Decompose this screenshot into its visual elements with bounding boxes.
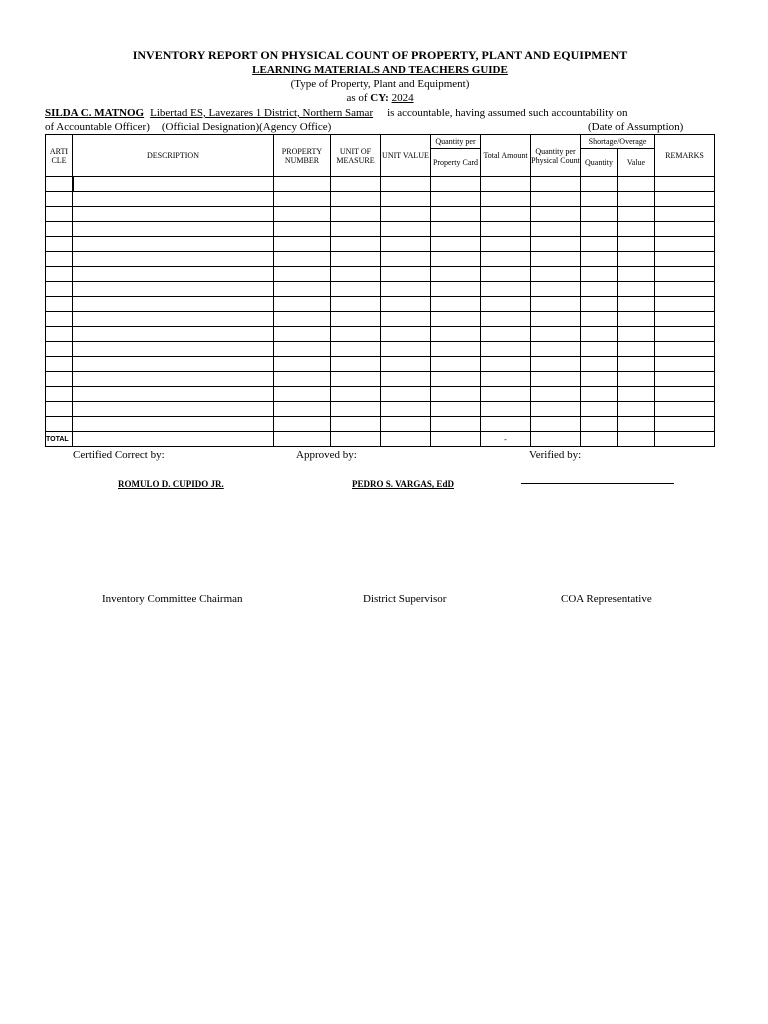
table-cell[interactable]	[274, 207, 331, 222]
table-cell[interactable]	[46, 192, 73, 207]
table-cell[interactable]	[46, 387, 73, 402]
table-row	[46, 417, 715, 432]
table-cell[interactable]	[331, 357, 381, 372]
table-cell[interactable]	[274, 237, 331, 252]
table-cell[interactable]	[531, 207, 581, 222]
total-cell	[581, 432, 618, 447]
table-cell[interactable]	[481, 267, 531, 282]
table-cell[interactable]	[73, 192, 274, 207]
table-cell[interactable]	[618, 222, 655, 237]
table-cell[interactable]	[73, 312, 274, 327]
table-cell[interactable]	[274, 327, 331, 342]
table-cell[interactable]	[331, 297, 381, 312]
table-row	[46, 177, 715, 192]
col-remarks: REMARKS	[655, 135, 715, 177]
table-cell[interactable]	[481, 282, 531, 297]
table-cell[interactable]	[46, 402, 73, 417]
table-row	[46, 357, 715, 372]
table-cell[interactable]	[381, 282, 431, 297]
table-cell[interactable]	[381, 237, 431, 252]
table-cell[interactable]	[481, 222, 531, 237]
table-cell[interactable]	[431, 282, 481, 297]
total-cell	[655, 432, 715, 447]
table-cell[interactable]	[73, 342, 274, 357]
table-cell[interactable]	[381, 372, 431, 387]
table-cell[interactable]	[381, 387, 431, 402]
table-cell[interactable]	[655, 207, 715, 222]
table-cell[interactable]	[581, 402, 618, 417]
cy-label: CY:	[370, 92, 389, 104]
table-cell[interactable]	[481, 342, 531, 357]
table-cell[interactable]	[581, 357, 618, 372]
table-cell[interactable]	[531, 402, 581, 417]
table-cell[interactable]	[655, 387, 715, 402]
table-cell[interactable]	[581, 177, 618, 192]
table-cell[interactable]	[581, 372, 618, 387]
table-cell[interactable]	[73, 252, 274, 267]
table-cell[interactable]	[581, 417, 618, 432]
table-cell[interactable]	[531, 372, 581, 387]
table-cell[interactable]	[655, 267, 715, 282]
table-cell[interactable]	[481, 177, 531, 192]
table-cell[interactable]	[381, 297, 431, 312]
chairman-name: ROMULO D. CUPIDO JR.	[118, 479, 224, 489]
table-row	[46, 372, 715, 387]
table-cell[interactable]	[73, 327, 274, 342]
supervisor-role: District Supervisor	[363, 593, 447, 605]
table-cell[interactable]	[655, 297, 715, 312]
table-cell[interactable]	[274, 192, 331, 207]
table-cell[interactable]	[531, 312, 581, 327]
table-cell[interactable]	[655, 222, 715, 237]
table-row	[46, 312, 715, 327]
table-cell[interactable]	[73, 282, 274, 297]
supervisor-name: PEDRO S. VARGAS, EdD	[352, 479, 454, 489]
table-cell[interactable]	[73, 267, 274, 282]
table-cell[interactable]	[431, 237, 481, 252]
col-shortage-overage: Shortage/Overage	[581, 135, 655, 149]
table-cell[interactable]	[46, 297, 73, 312]
table-cell[interactable]	[46, 357, 73, 372]
table-cell[interactable]	[73, 372, 274, 387]
table-cell[interactable]	[655, 372, 715, 387]
table-cell[interactable]	[481, 237, 531, 252]
table-cell[interactable]	[431, 267, 481, 282]
table-cell[interactable]	[274, 177, 331, 192]
table-cell[interactable]	[618, 342, 655, 357]
table-cell[interactable]	[618, 282, 655, 297]
table-cell[interactable]	[481, 192, 531, 207]
table-cell[interactable]	[381, 177, 431, 192]
table-cell[interactable]	[618, 417, 655, 432]
table-cell[interactable]	[381, 402, 431, 417]
table-cell[interactable]	[531, 222, 581, 237]
table-cell[interactable]	[531, 327, 581, 342]
table-cell[interactable]	[481, 297, 531, 312]
inventory-table	[45, 134, 715, 447]
table-cell[interactable]	[581, 327, 618, 342]
table-cell[interactable]	[46, 177, 73, 192]
total-label: TOTAL	[46, 432, 73, 447]
table-cell[interactable]	[331, 252, 381, 267]
table-cell[interactable]	[274, 402, 331, 417]
type-caption: (Type of Property, Plant and Equipment)	[290, 78, 470, 90]
table-cell[interactable]	[581, 312, 618, 327]
table-cell[interactable]	[73, 207, 274, 222]
table-cell[interactable]	[481, 372, 531, 387]
table-cell[interactable]	[431, 297, 481, 312]
table-cell[interactable]	[381, 342, 431, 357]
col-article: ARTI CLE	[46, 135, 73, 177]
table-cell[interactable]	[46, 207, 73, 222]
col-total-amount: Total Amount	[481, 135, 531, 177]
table-cell[interactable]	[274, 357, 331, 372]
total-cell	[618, 432, 655, 447]
table-cell[interactable]	[618, 192, 655, 207]
table-cell[interactable]	[46, 237, 73, 252]
table-cell[interactable]	[618, 327, 655, 342]
col-unit-of-measure: UNIT OF MEASURE	[331, 135, 381, 177]
total-cell	[274, 432, 331, 447]
table-cell[interactable]	[431, 402, 481, 417]
coa-signature-line	[521, 483, 674, 484]
table-cell[interactable]	[73, 222, 274, 237]
table-cell[interactable]	[274, 312, 331, 327]
table-cell[interactable]	[531, 237, 581, 252]
coa-role: COA Representative	[561, 593, 652, 605]
table-cell[interactable]	[331, 267, 381, 282]
table-cell[interactable]	[431, 342, 481, 357]
caption-line	[45, 121, 331, 133]
accountability-statement: is accountable, having assumed such accountability on	[387, 107, 628, 119]
table-cell[interactable]	[581, 387, 618, 402]
table-cell[interactable]	[46, 267, 73, 282]
table-cell[interactable]	[46, 417, 73, 432]
table-cell[interactable]	[481, 387, 531, 402]
table-cell[interactable]	[481, 312, 531, 327]
table-cell[interactable]	[274, 267, 331, 282]
table-cell[interactable]	[581, 297, 618, 312]
total-cell	[331, 432, 381, 447]
table-cell[interactable]	[618, 237, 655, 252]
calendar-year: 2024	[391, 92, 414, 104]
table-cell[interactable]	[618, 312, 655, 327]
table-row	[46, 297, 715, 312]
table-cell[interactable]	[274, 222, 331, 237]
table-cell[interactable]	[618, 297, 655, 312]
table-cell[interactable]	[618, 387, 655, 402]
table-cell[interactable]	[481, 357, 531, 372]
approved-by-label: Approved by:	[296, 449, 357, 461]
table-cell[interactable]	[655, 342, 715, 357]
table-cell[interactable]	[531, 342, 581, 357]
designation-caption: (Official Designation)(Agency Office)	[161, 121, 332, 133]
table-cell[interactable]	[381, 357, 431, 372]
table-cell[interactable]	[46, 372, 73, 387]
table-cell[interactable]	[581, 222, 618, 237]
table-cell[interactable]	[381, 207, 431, 222]
table-cell[interactable]	[431, 192, 481, 207]
col-qty-property-card: Quantity per	[431, 135, 481, 149]
table-cell[interactable]	[274, 342, 331, 357]
col-property-number: PROPERTY NUMBER	[274, 135, 331, 177]
total-cell	[531, 432, 581, 447]
table-row	[46, 252, 715, 267]
table-cell[interactable]	[481, 252, 531, 267]
table-row	[46, 237, 715, 252]
col-description: DESCRIPTION	[73, 135, 274, 177]
total-cell	[431, 432, 481, 447]
table-cell[interactable]	[655, 357, 715, 372]
table-cell[interactable]	[655, 282, 715, 297]
table-cell[interactable]	[431, 327, 481, 342]
date-of-assumption-caption: (Date of Assumption)	[588, 121, 684, 133]
report-title: INVENTORY REPORT ON PHYSICAL COUNT OF PROPERTY, PLANT AND EQUIPMENT	[132, 48, 628, 62]
table-cell[interactable]	[274, 417, 331, 432]
table-cell[interactable]	[46, 312, 73, 327]
table-row	[46, 342, 715, 357]
table-cell[interactable]	[73, 297, 274, 312]
table-cell[interactable]	[581, 207, 618, 222]
table-cell[interactable]	[531, 417, 581, 432]
table-cell[interactable]	[581, 252, 618, 267]
as-of-label: as of	[346, 92, 368, 104]
table-cell[interactable]	[618, 252, 655, 267]
table-cell[interactable]	[655, 312, 715, 327]
table-cell[interactable]	[618, 177, 655, 192]
table-cell[interactable]	[46, 327, 73, 342]
table-row	[46, 387, 715, 402]
table-cell[interactable]	[381, 222, 431, 237]
table-cell[interactable]	[581, 192, 618, 207]
total-cell	[73, 432, 274, 447]
table-cell[interactable]	[73, 357, 274, 372]
table-cell[interactable]	[274, 372, 331, 387]
table-cell[interactable]	[655, 327, 715, 342]
table-cell[interactable]	[581, 237, 618, 252]
table-cell[interactable]	[431, 372, 481, 387]
col-shortage-quantity: Quantity	[581, 149, 618, 177]
table-cell[interactable]	[381, 252, 431, 267]
table-cell[interactable]	[655, 417, 715, 432]
table-cell[interactable]	[531, 357, 581, 372]
agency-office: Libertad ES, Lavezares 1 District, Northern Samar	[150, 107, 374, 119]
table-row	[46, 207, 715, 222]
as-of-line	[0, 92, 760, 104]
table-cell[interactable]	[73, 237, 274, 252]
table-cell[interactable]	[531, 387, 581, 402]
table-cell[interactable]	[331, 192, 381, 207]
total-row	[46, 432, 715, 447]
table-cell[interactable]	[331, 207, 381, 222]
total-amount-value: -	[481, 432, 531, 447]
table-cell[interactable]	[531, 282, 581, 297]
officer-caption: of Accountable Officer)	[45, 121, 150, 133]
table-cell[interactable]	[331, 237, 381, 252]
table-cell[interactable]	[46, 282, 73, 297]
table-cell[interactable]	[331, 417, 381, 432]
col-shortage-value: Value	[618, 149, 655, 177]
certified-correct-label: Certified Correct by:	[73, 449, 165, 461]
table-cell[interactable]	[581, 282, 618, 297]
table-row	[46, 402, 715, 417]
officer-name: SILDA C. MATNOG	[45, 107, 145, 119]
table-cell[interactable]	[73, 387, 274, 402]
table-cell[interactable]	[655, 252, 715, 267]
table-cell[interactable]	[481, 417, 531, 432]
table-row	[46, 282, 715, 297]
table-cell[interactable]	[46, 252, 73, 267]
total-cell	[381, 432, 431, 447]
chairman-role: Inventory Committee Chairman	[102, 593, 243, 605]
table-cell[interactable]	[331, 402, 381, 417]
table-cell[interactable]	[73, 402, 274, 417]
col-qty-physical-count: Quantity per Physical Count	[531, 135, 581, 177]
table-cell[interactable]	[431, 312, 481, 327]
table-cell[interactable]	[531, 177, 581, 192]
report-subtitle: LEARNING MATERIALS AND TEACHERS GUIDE	[252, 64, 508, 76]
verified-by-label: Verified by:	[529, 449, 582, 461]
table-cell[interactable]	[431, 252, 481, 267]
table-cell[interactable]	[655, 402, 715, 417]
table-cell[interactable]	[655, 177, 715, 192]
table-cell[interactable]	[73, 417, 274, 432]
table-cell[interactable]	[274, 387, 331, 402]
table-cell[interactable]	[431, 417, 481, 432]
col-qty-property-card-sub: Property Card	[431, 149, 481, 177]
table-cell[interactable]	[618, 372, 655, 387]
table-cell[interactable]	[481, 327, 531, 342]
table-cell[interactable]	[531, 297, 581, 312]
table-cell[interactable]	[431, 387, 481, 402]
table-row	[46, 222, 715, 237]
table-row	[46, 267, 715, 282]
table-cell[interactable]	[581, 267, 618, 282]
table-cell[interactable]	[381, 192, 431, 207]
table-cell[interactable]	[618, 357, 655, 372]
table-cell[interactable]	[431, 357, 481, 372]
table-cell[interactable]	[381, 327, 431, 342]
table-cell[interactable]	[618, 207, 655, 222]
table-cell[interactable]	[381, 267, 431, 282]
table-cell[interactable]	[381, 312, 431, 327]
table-cell[interactable]	[46, 342, 73, 357]
table-cell[interactable]	[274, 297, 331, 312]
table-cell[interactable]	[431, 207, 481, 222]
table-cell[interactable]	[618, 267, 655, 282]
table-cell[interactable]	[274, 282, 331, 297]
table-cell[interactable]	[431, 177, 481, 192]
table-cell[interactable]	[331, 177, 381, 192]
table-cell[interactable]	[655, 192, 715, 207]
table-cell[interactable]	[46, 222, 73, 237]
table-cell[interactable]	[655, 237, 715, 252]
table-cell[interactable]	[531, 192, 581, 207]
accountability-line	[45, 107, 628, 119]
table-row	[46, 327, 715, 342]
table-cell[interactable]	[331, 222, 381, 237]
table-cell[interactable]	[331, 327, 381, 342]
table-cell[interactable]	[381, 417, 431, 432]
table-cell[interactable]	[331, 312, 381, 327]
table-cell[interactable]	[618, 402, 655, 417]
table-cell[interactable]	[431, 222, 481, 237]
table-cell[interactable]	[73, 177, 274, 192]
table-cell[interactable]	[331, 387, 381, 402]
table-cell[interactable]	[481, 402, 531, 417]
table-cell[interactable]	[531, 252, 581, 267]
col-unit-value: UNIT VALUE	[381, 135, 431, 177]
table-cell[interactable]	[531, 267, 581, 282]
table-cell[interactable]	[331, 372, 381, 387]
table-cell[interactable]	[331, 282, 381, 297]
table-row	[46, 192, 715, 207]
table-cell[interactable]	[331, 342, 381, 357]
table-cell[interactable]	[274, 252, 331, 267]
table-cell[interactable]	[481, 207, 531, 222]
table-cell[interactable]	[581, 342, 618, 357]
